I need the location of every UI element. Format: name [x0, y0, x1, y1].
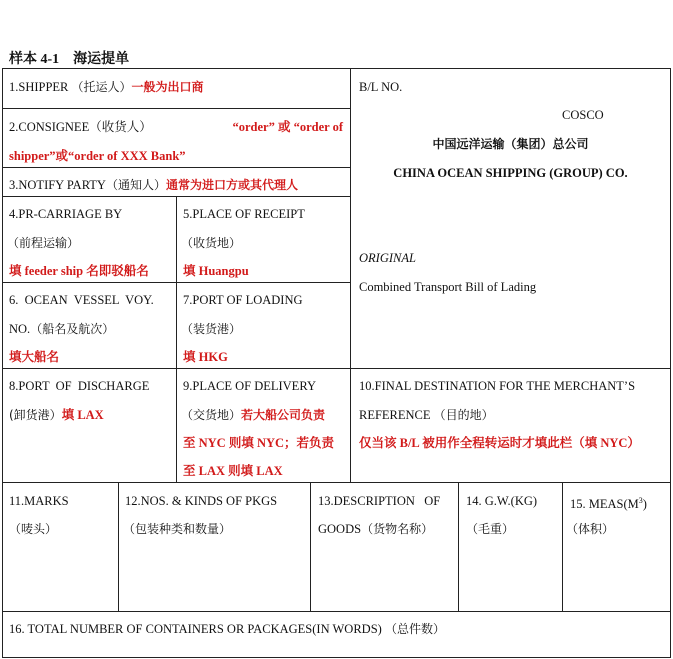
- notify-note: 通常为进口方或其代理人: [165, 178, 298, 192]
- doc-type-label: Combined Transport Bill of Lading: [359, 280, 537, 294]
- shipper-paren: （托运人）: [71, 80, 132, 94]
- notify-paren: （通知人）: [105, 178, 166, 192]
- gw-paren: （毛重）: [466, 522, 515, 536]
- bl-header-box: [350, 68, 671, 369]
- vessel-paren: （船名及航次）: [30, 322, 115, 336]
- place-delivery-paren: （交货地）: [181, 408, 242, 422]
- pre-carriage-note: 填 feeder ship 名即驳船名: [9, 264, 149, 278]
- vessel-label-line2: [9, 321, 114, 337]
- original-label: ORIGINAL: [359, 251, 416, 265]
- consignee-note-line2: shipper”或“order of XXX Bank”: [9, 149, 186, 163]
- final-dest-note: 仅当该 B/L 被用作全程转运时才填此栏（填 NYC）: [359, 436, 640, 450]
- description-paren: （货物名称）: [361, 522, 434, 536]
- gw-label: 14. G.W.(KG): [466, 494, 538, 508]
- description-line2: [318, 521, 433, 537]
- meas-label-text: 15. MEAS(M: [570, 497, 639, 512]
- description-goods: GOODS: [318, 522, 362, 536]
- shipper-field: [9, 79, 204, 95]
- final-dest-paren: （目的地）: [433, 408, 494, 422]
- vessel-note: 填大船名: [9, 350, 60, 364]
- consignee-note-line1: “order” 或 “order of: [232, 120, 343, 134]
- company-name-cn: 中国远洋运输（集团）总公司: [432, 137, 589, 151]
- vessel-label-line1: 6. OCEAN VESSEL VOY.: [9, 293, 154, 307]
- meas-label: [570, 493, 647, 512]
- nos-kinds-label: 12.NOS. & KINDS OF PKGS: [125, 494, 278, 508]
- shipper-note: 一般为出口商: [131, 80, 204, 94]
- shipper-label: 1.SHIPPER: [9, 80, 69, 94]
- pre-carriage-label: 4.PR-CARRIAGE BY: [9, 207, 123, 221]
- vessel-label-no: NO.: [9, 322, 31, 336]
- nos-kinds-paren: （包装种类和数量）: [123, 522, 232, 536]
- total-paren: （总件数）: [384, 622, 445, 636]
- place-delivery-note-line3: 至 LAX 则填 LAX: [183, 464, 283, 478]
- place-receipt-paren: （收货地）: [181, 236, 242, 250]
- place-receipt-note: 填 Huangpu: [183, 264, 249, 278]
- port-discharge-note: 填 LAX: [61, 408, 104, 422]
- total-field: [9, 621, 445, 637]
- place-receipt-label: 5.PLACE OF RECEIPT: [183, 207, 305, 221]
- marks-label: 11.MARKS: [9, 494, 69, 508]
- place-delivery-label: 9.PLACE OF DELIVERY: [183, 379, 316, 393]
- page-title: 样本 4-1 海运提单: [9, 52, 130, 67]
- port-loading-label: 7.PORT OF LOADING: [183, 293, 303, 307]
- port-loading-paren: （装货港）: [181, 322, 242, 336]
- pre-carriage-paren: （前程运输）: [7, 236, 80, 250]
- meas-paren: （体积）: [566, 522, 615, 536]
- description-label: 13.DESCRIPTION OF: [318, 494, 441, 508]
- notify-label: 3.NOTIFY PARTY: [9, 178, 106, 192]
- consignee-line1: [9, 119, 343, 135]
- port-discharge-paren: (卸货港）: [9, 408, 62, 422]
- place-delivery-note-line1: 若大船公司负责: [241, 408, 326, 422]
- final-dest-line2: [359, 407, 494, 423]
- final-dest-reference: REFERENCE: [359, 408, 431, 422]
- notify-field: [9, 177, 298, 193]
- final-dest-label: 10.FINAL DESTINATION FOR THE MERCHANT’S: [359, 379, 636, 393]
- port-discharge-label: 8.PORT OF DISCHARGE: [9, 379, 150, 393]
- port-loading-note: 填 HKG: [183, 350, 228, 364]
- marks-paren: （唛头）: [9, 522, 58, 536]
- consignee-label: 2.CONSIGNEE（收货人）: [9, 120, 152, 134]
- company-name-en: CHINA OCEAN SHIPPING (GROUP) CO.: [393, 166, 628, 180]
- bl-no-label: B/L NO.: [359, 80, 403, 94]
- total-label: 16. TOTAL NUMBER OF CONTAINERS OR PACKAGES(IN WORDS): [9, 622, 382, 636]
- meas-close: ): [642, 497, 647, 512]
- meas-sup: 3: [638, 496, 643, 505]
- port-discharge-line2: [9, 407, 104, 423]
- place-delivery-line2: [181, 407, 325, 423]
- place-delivery-note-line2: 至 NYC 则填 NYC；若负责: [183, 436, 335, 450]
- cosco-label: COSCO: [562, 108, 604, 122]
